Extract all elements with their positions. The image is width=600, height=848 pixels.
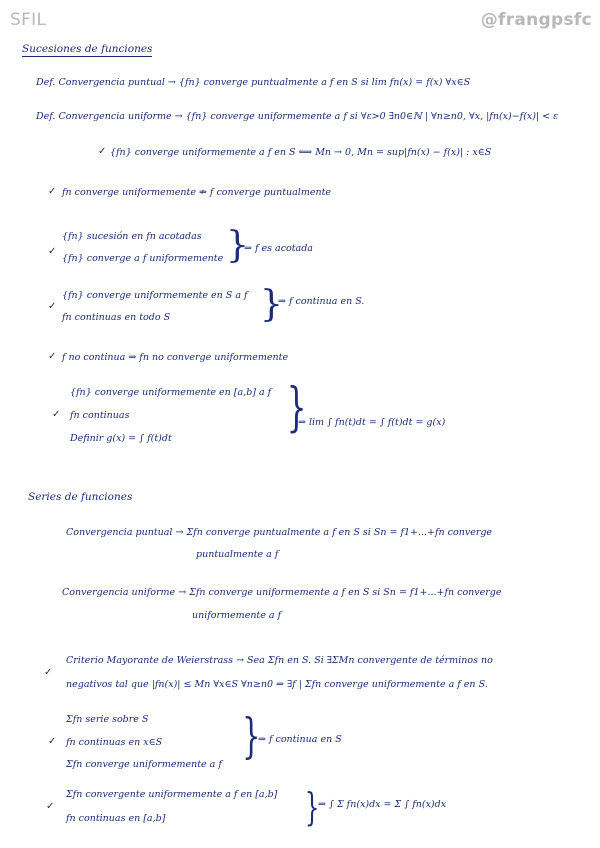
definition-series-uniforme-line-1: Convergencia uniforme → Σfn converge uniformemente a f en S si Sn = f1+...+fn converge	[62, 587, 502, 598]
check-mark: ✓	[46, 801, 55, 812]
section-title-sucesiones: Sucesiones de funciones	[22, 43, 153, 55]
brace: }	[242, 708, 261, 764]
theorem-series-integral-result: ⇒ ∫ Σ fn(x)dx = Σ ∫ fn(x)dx	[318, 799, 447, 810]
definition-convergencia-uniforme: Def. Convergencia uniforme → {fn} converge uniformemente a f si ∀ε>0 ∃n0∈ℕ | ∀n≥n0, ∀x, |fn(x)−f(x)| < ε	[36, 111, 559, 122]
theorem-series-continuity-premise-3: Σfn converge uniformemente a f	[66, 759, 222, 770]
theorem-bounded-premise-1: {fn} sucesión en fn acotadas	[62, 231, 202, 242]
theorem-integral-premise-3: Definir g(x) = ∫ f(t)dt	[70, 433, 172, 444]
proposition-uniform-not-implies: fn converge uniformemente ⇏ f converge puntualmente	[62, 187, 332, 198]
theorem-weierstrass-line-2: negativos tal que |fn(x)| ≤ Mn ∀x∈S ∀n≥n0 ⇒ ∃f | Σfn converge uniformemente a f en S.	[66, 679, 488, 690]
check-mark: ✓	[48, 736, 57, 747]
theorem-bounded-result: ⇒ f es acotada	[244, 243, 313, 254]
definition-series-uniforme-line-2: uniformemente a f	[192, 610, 282, 621]
brace: }	[260, 284, 283, 325]
check-mark: ✓	[48, 351, 57, 362]
check-mark: ✓	[48, 246, 57, 257]
theorem-bounded-premise-2: {fn} converge a f uniformemente	[62, 253, 224, 264]
theorem-continuity-premise-2: fn continuas en todo S	[62, 312, 171, 323]
theorem-weierstrass-line-1: Criterio Mayorante de Weierstrass → Sea Σfn en S. Si ∃ΣMn convergente de términos no	[66, 655, 493, 666]
theorem-series-continuity-premise-2: fn continuas en x∈S	[66, 737, 163, 748]
theorem-integral-result: ⇒ lim ∫ fn(t)dt = ∫ f(t)dt = g(x)	[298, 417, 446, 428]
document-header-left: SFIL	[10, 10, 47, 30]
document-header-right: @frangpsfc	[480, 10, 592, 30]
definition-convergencia-puntual: Def. Convergencia puntual → {fn} converge puntualmente a f en S si lim fn(x) = f(x) ∀x∈S	[36, 77, 471, 88]
brace: }	[286, 378, 307, 438]
definition-series-puntual-line-2: puntualmente a f	[196, 549, 279, 560]
theorem-continuity-result: ⇒ f continua en S.	[278, 296, 365, 307]
theorem-series-continuity-premise-1: Σfn serie sobre S	[66, 714, 149, 725]
theorem-series-integral-premise-1: Σfn convergente uniformemente a f en [a,b]	[66, 789, 278, 800]
proposition-mn-criterion: {fn} converge uniformemente a f en S ⟺ Mn → 0, Mn = sup|fn(x) − f(x)| : x∈S	[110, 147, 492, 158]
section-title-series: Series de funciones	[28, 491, 133, 503]
theorem-integral-premise-1: {fn} converge uniformemente en [a,b] a f	[70, 387, 272, 398]
check-mark: ✓	[52, 409, 61, 420]
brace: }	[226, 225, 249, 266]
theorem-continuity-premise-1: {fn} converge uniformemente en S a f	[62, 290, 248, 301]
theorem-series-integral-premise-2: fn continuas en [a,b]	[66, 813, 166, 824]
proposition-not-continuous: f no continua ⇒ fn no converge uniformemente	[62, 352, 289, 363]
check-mark: ✓	[44, 667, 53, 678]
definition-series-puntual-line-1: Convergencia puntual → Σfn converge puntualmente a f en S si Sn = f1+...+fn converge	[66, 527, 493, 538]
theorem-series-continuity-result: ⇒ f continua en S	[258, 734, 342, 745]
theorem-integral-premise-2: fn continuas	[70, 410, 130, 421]
brace: }	[304, 785, 320, 829]
check-mark: ✓	[48, 186, 57, 197]
check-mark: ✓	[98, 146, 107, 157]
check-mark: ✓	[48, 301, 57, 312]
